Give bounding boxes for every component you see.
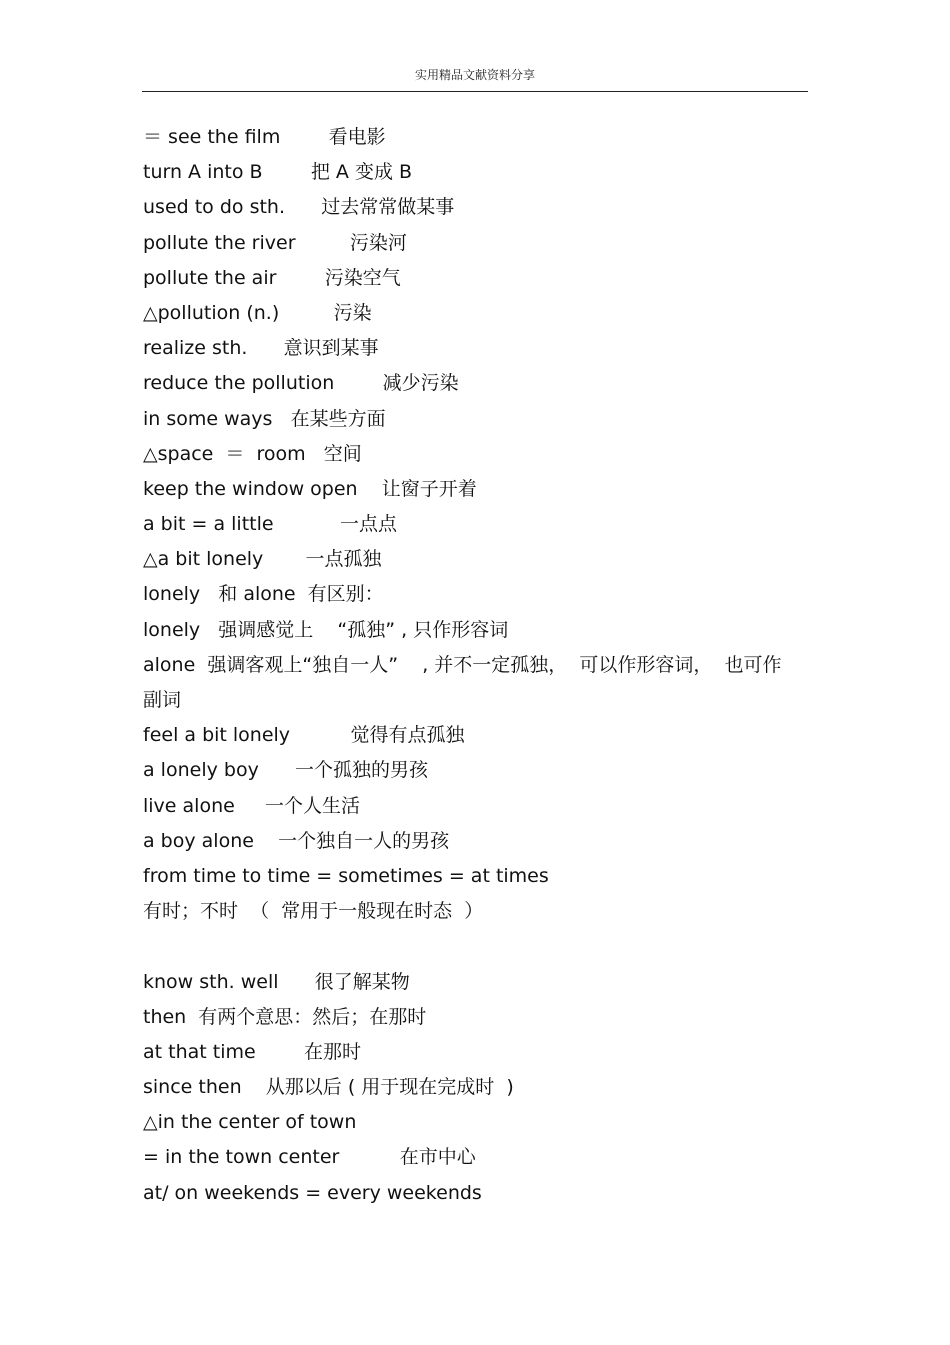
text-line: △in the center of town [143, 1111, 357, 1134]
text-line: at/ on weekends = every weekends [143, 1181, 482, 1204]
text-line: feel a bit lonely 觉得有点孤独 [143, 724, 465, 747]
blank-line [143, 929, 783, 964]
text-line: since then 从那以后 ( 用于现在完成时 ) [143, 1076, 514, 1099]
text-line: a boy alone 一个独自一人的男孩 [143, 829, 450, 852]
text-line: △space ＝ room 空间 [143, 442, 362, 465]
text-line: in some ways 在某些方面 [143, 407, 386, 430]
text-line: at that time 在那时 [143, 1040, 361, 1063]
page-header [142, 66, 808, 92]
text-line: a bit = a little 一点点 [143, 513, 398, 536]
text-line: know sth. well 很了解某物 [143, 970, 410, 993]
text-line: pollute the air 污染空气 [143, 266, 401, 289]
text-line: a lonely boy 一个孤独的男孩 [143, 759, 429, 782]
header-title: 实用精品文献资料分享 [414, 68, 535, 82]
text-line: from time to time = sometimes = at times [143, 864, 549, 887]
text-line: turn A into B 把 A 变成 B [143, 161, 413, 184]
text-line: live alone 一个人生活 [143, 794, 361, 817]
text-line: keep the window open 让窗子开着 [143, 477, 477, 500]
document-body [143, 120, 783, 1211]
text-line: △pollution (n.) 污染 [143, 301, 372, 324]
text-line: pollute the river 污染河 [143, 231, 407, 254]
text-line: then 有两个意思：然后；在那时 [143, 1005, 427, 1028]
text-line: realize sth. 意识到某事 [143, 337, 379, 360]
text-line: = in the town center 在市中心 [143, 1146, 476, 1169]
text-line: △a bit lonely 一点孤独 [143, 548, 382, 571]
text-line: lonely 强调感觉上 “孤独” , 只作形容词 [143, 618, 509, 641]
text-line: ＝ see the film 看电影 [143, 126, 386, 148]
text-line: reduce the pollution 减少污染 [143, 372, 459, 395]
text-line: lonely 和 alone 有区别： [143, 583, 384, 606]
text-line: 有时；不时 （ 常用于一般现在时态 ） [143, 900, 484, 923]
text-line: used to do sth. 过去常常做某事 [143, 196, 455, 219]
text-line: alone 强调客观上“独自一人” , 并不一定孤独， 可以作形容词， 也可作副词 [143, 653, 782, 712]
